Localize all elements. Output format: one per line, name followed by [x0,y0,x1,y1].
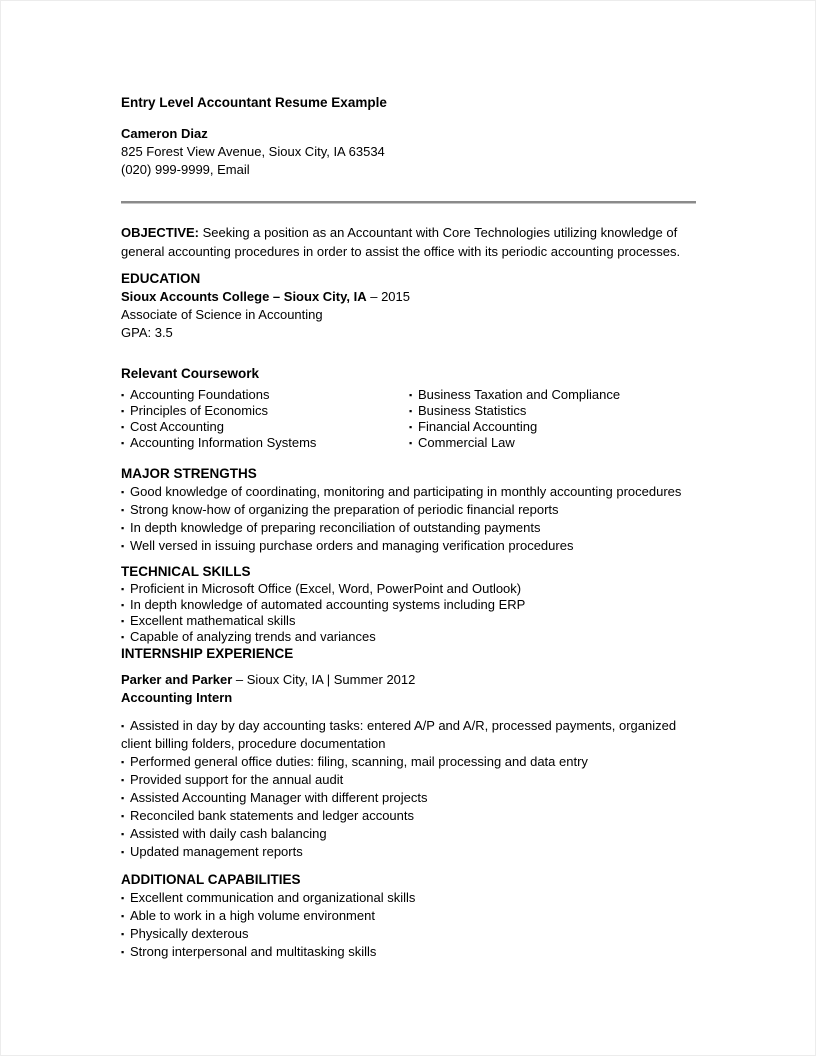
education-degree: Associate of Science in Accounting [121,307,323,322]
major-strengths-section [121,465,696,555]
employer-block [121,671,696,707]
coursework-item: ▪ Accounting Foundations [121,387,409,403]
education-year: – 2015 [370,289,410,304]
objective-text: Seeking a position as an Accountant with Core Technologies utilizing knowledge of general accounting procedures in order to assist the office with its periodic accounting processes. [121,225,681,259]
technical-skill-item: ▪ Capable of analyzing trends and variances [121,629,696,645]
coursework-column-left [121,387,409,451]
additional-capabilities-section [121,871,696,961]
technical-skill-item: ▪ In depth knowledge of automated accounting systems including ERP [121,597,696,613]
coursework-item: ▪ Principles of Economics [121,403,409,419]
coursework-item: ▪ Financial Accounting [409,419,696,435]
employer-name: Parker and Parker [121,672,233,687]
coursework-item: ▪ Business Taxation and Compliance [409,387,696,403]
employer-location-period: – Sioux City, IA | Summer 2012 [235,672,416,687]
technical-skills-section [121,563,696,645]
contact-address: 825 Forest View Avenue, Sioux City, IA 63534 [121,144,385,159]
major-strengths-heading: MAJOR STRENGTHS [121,466,257,481]
coursework-section [121,365,696,451]
coursework-item: ▪ Accounting Information Systems [121,435,409,451]
duty-item: ▪ Assisted in day by day accounting tasks: entered A/P and A/R, processed payments, organized client billing folders, procedure documentation [121,717,696,753]
education-heading: EDUCATION [121,271,201,286]
internship-heading: INTERNSHIP EXPERIENCE [121,646,294,661]
contact-phone-email: (020) 999-9999, Email [121,162,250,177]
contact-block [121,125,696,179]
coursework-heading: Relevant Coursework [121,366,260,381]
duty-item: ▪ Reconciled bank statements and ledger accounts [121,807,696,825]
technical-skill-item: ▪ Excellent mathematical skills [121,613,696,629]
document-title: Entry Level Accountant Resume Example [121,95,387,110]
coursework-columns [121,387,696,451]
duty-item: ▪ Assisted Accounting Manager with different projects [121,789,696,807]
candidate-name: Cameron Diaz [121,126,208,141]
strength-item: ▪ Well versed in issuing purchase orders and managing verification procedures [121,537,696,555]
coursework-column-right [409,387,696,451]
education-school: Sioux Accounts College – Sioux City, IA [121,289,367,304]
objective-label: OBJECTIVE: [121,225,200,240]
capability-item: ▪ Physically dexterous [121,925,696,943]
duty-item: ▪ Provided support for the annual audit [121,771,696,789]
capability-item: ▪ Able to work in a high volume environment [121,907,696,925]
capability-item: ▪ Excellent communication and organizational skills [121,889,696,907]
education-section [121,270,696,342]
duty-item: ▪ Assisted with daily cash balancing [121,825,696,843]
employer-line [121,671,696,689]
duty-item: ▪ Performed general office duties: filing, scanning, mail processing and data entry [121,753,696,771]
technical-skill-item: ▪ Proficient in Microsoft Office (Excel, Word, PowerPoint and Outlook) [121,581,696,597]
internship-role: Accounting Intern [121,690,233,705]
internship-duties-list [121,717,696,861]
strength-item: ▪ Strong know-how of organizing the preparation of periodic financial reports [121,501,696,519]
additional-capabilities-heading: ADDITIONAL CAPABILITIES [121,872,301,887]
technical-skills-heading: TECHNICAL SKILLS [121,564,251,579]
internship-section [121,645,696,861]
coursework-item: ▪ Commercial Law [409,435,696,451]
divider-rule [121,201,696,204]
duty-item: ▪ Updated management reports [121,843,696,861]
objective-paragraph [121,224,696,261]
coursework-item: ▪ Cost Accounting [121,419,409,435]
strength-item: ▪ Good knowledge of coordinating, monitoring and participating in monthly accounting procedures [121,483,696,501]
education-school-line [121,288,696,306]
strength-item: ▪ In depth knowledge of preparing reconciliation of outstanding payments [121,519,696,537]
education-gpa: GPA: 3.5 [121,325,173,340]
coursework-item: ▪ Business Statistics [409,403,696,419]
capability-item: ▪ Strong interpersonal and multitasking skills [121,943,696,961]
